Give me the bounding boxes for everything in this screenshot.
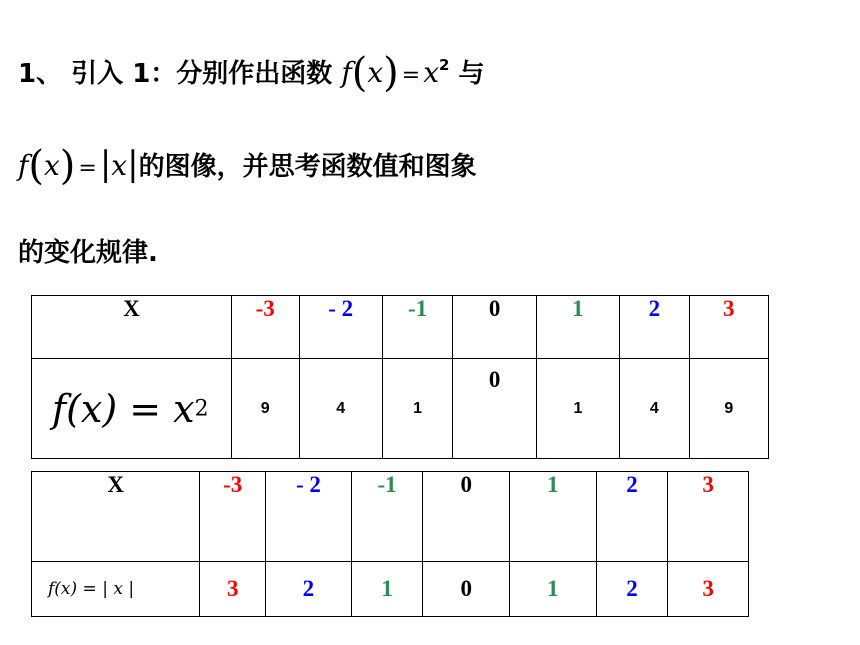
- y-value: 0: [453, 359, 536, 459]
- y-value: 1: [382, 359, 453, 459]
- x-value: 0: [423, 472, 510, 562]
- header-x-label: X: [32, 472, 200, 562]
- x-value: -3: [231, 296, 299, 359]
- row-label-text: f(x) = x: [52, 386, 195, 431]
- table-row-fx: [32, 562, 749, 617]
- y-value: 2: [596, 562, 668, 617]
- table-square: [31, 295, 769, 459]
- paren-right: ): [383, 50, 399, 96]
- exponent: 2: [438, 56, 450, 74]
- x-value: -3: [200, 472, 266, 562]
- table-abs: [31, 471, 749, 617]
- y-value: 1: [351, 562, 423, 617]
- x-value: 1: [536, 296, 619, 359]
- header-x-label: X: [32, 296, 232, 359]
- func-f: f: [18, 149, 29, 182]
- y-value: 3: [668, 562, 749, 617]
- y-value: 1: [510, 562, 597, 617]
- intro-line-2: [18, 143, 477, 189]
- x-value: 2: [620, 296, 689, 359]
- x-value: 3: [668, 472, 749, 562]
- x-value: -1: [351, 472, 423, 562]
- x-value: -1: [382, 296, 453, 359]
- var-x-squared: x: [423, 56, 439, 89]
- row-label-fx-abs: f(x) = | x |: [32, 562, 200, 617]
- y-value: 1: [536, 359, 619, 459]
- row-label-fx-square: [32, 359, 232, 459]
- var-x: x: [111, 149, 128, 182]
- var-x: x: [367, 56, 384, 89]
- y-value: 4: [620, 359, 689, 459]
- func-f: f: [341, 56, 352, 89]
- equals-sign: =: [401, 63, 421, 88]
- y-value: 4: [299, 359, 382, 459]
- paren-left: (: [28, 143, 44, 189]
- x-value: 1: [510, 472, 597, 562]
- x-value: 2: [596, 472, 668, 562]
- table-row-x: [32, 296, 769, 359]
- intro-line-2-text: 的图像，并思考函数值和图象: [138, 152, 477, 182]
- y-value: 9: [689, 359, 768, 459]
- y-value: 9: [231, 359, 299, 459]
- paren-left: (: [351, 50, 368, 96]
- intro-line-1: [18, 50, 485, 96]
- table-row-fx: [32, 359, 769, 459]
- equals-sign: =: [78, 156, 97, 181]
- intro-prefix: 1、 引入 1：分别作出函数: [18, 59, 333, 89]
- var-x: x: [43, 149, 60, 182]
- x-value: 0: [453, 296, 536, 359]
- abs-bar-right: |: [127, 144, 139, 184]
- y-value: 2: [266, 562, 352, 617]
- intro-suffix: 与: [458, 59, 485, 89]
- x-value: 3: [689, 296, 768, 359]
- x-value: - 2: [299, 296, 382, 359]
- intro-line-3: 的变化规律.: [18, 238, 158, 268]
- table-row-x: [32, 472, 749, 562]
- y-value: 3: [200, 562, 266, 617]
- row-label-exponent: 2: [194, 396, 209, 422]
- x-value: - 2: [266, 472, 352, 562]
- paren-right: ): [59, 143, 76, 189]
- y-value: 0: [423, 562, 510, 617]
- abs-bar-left: |: [99, 144, 112, 184]
